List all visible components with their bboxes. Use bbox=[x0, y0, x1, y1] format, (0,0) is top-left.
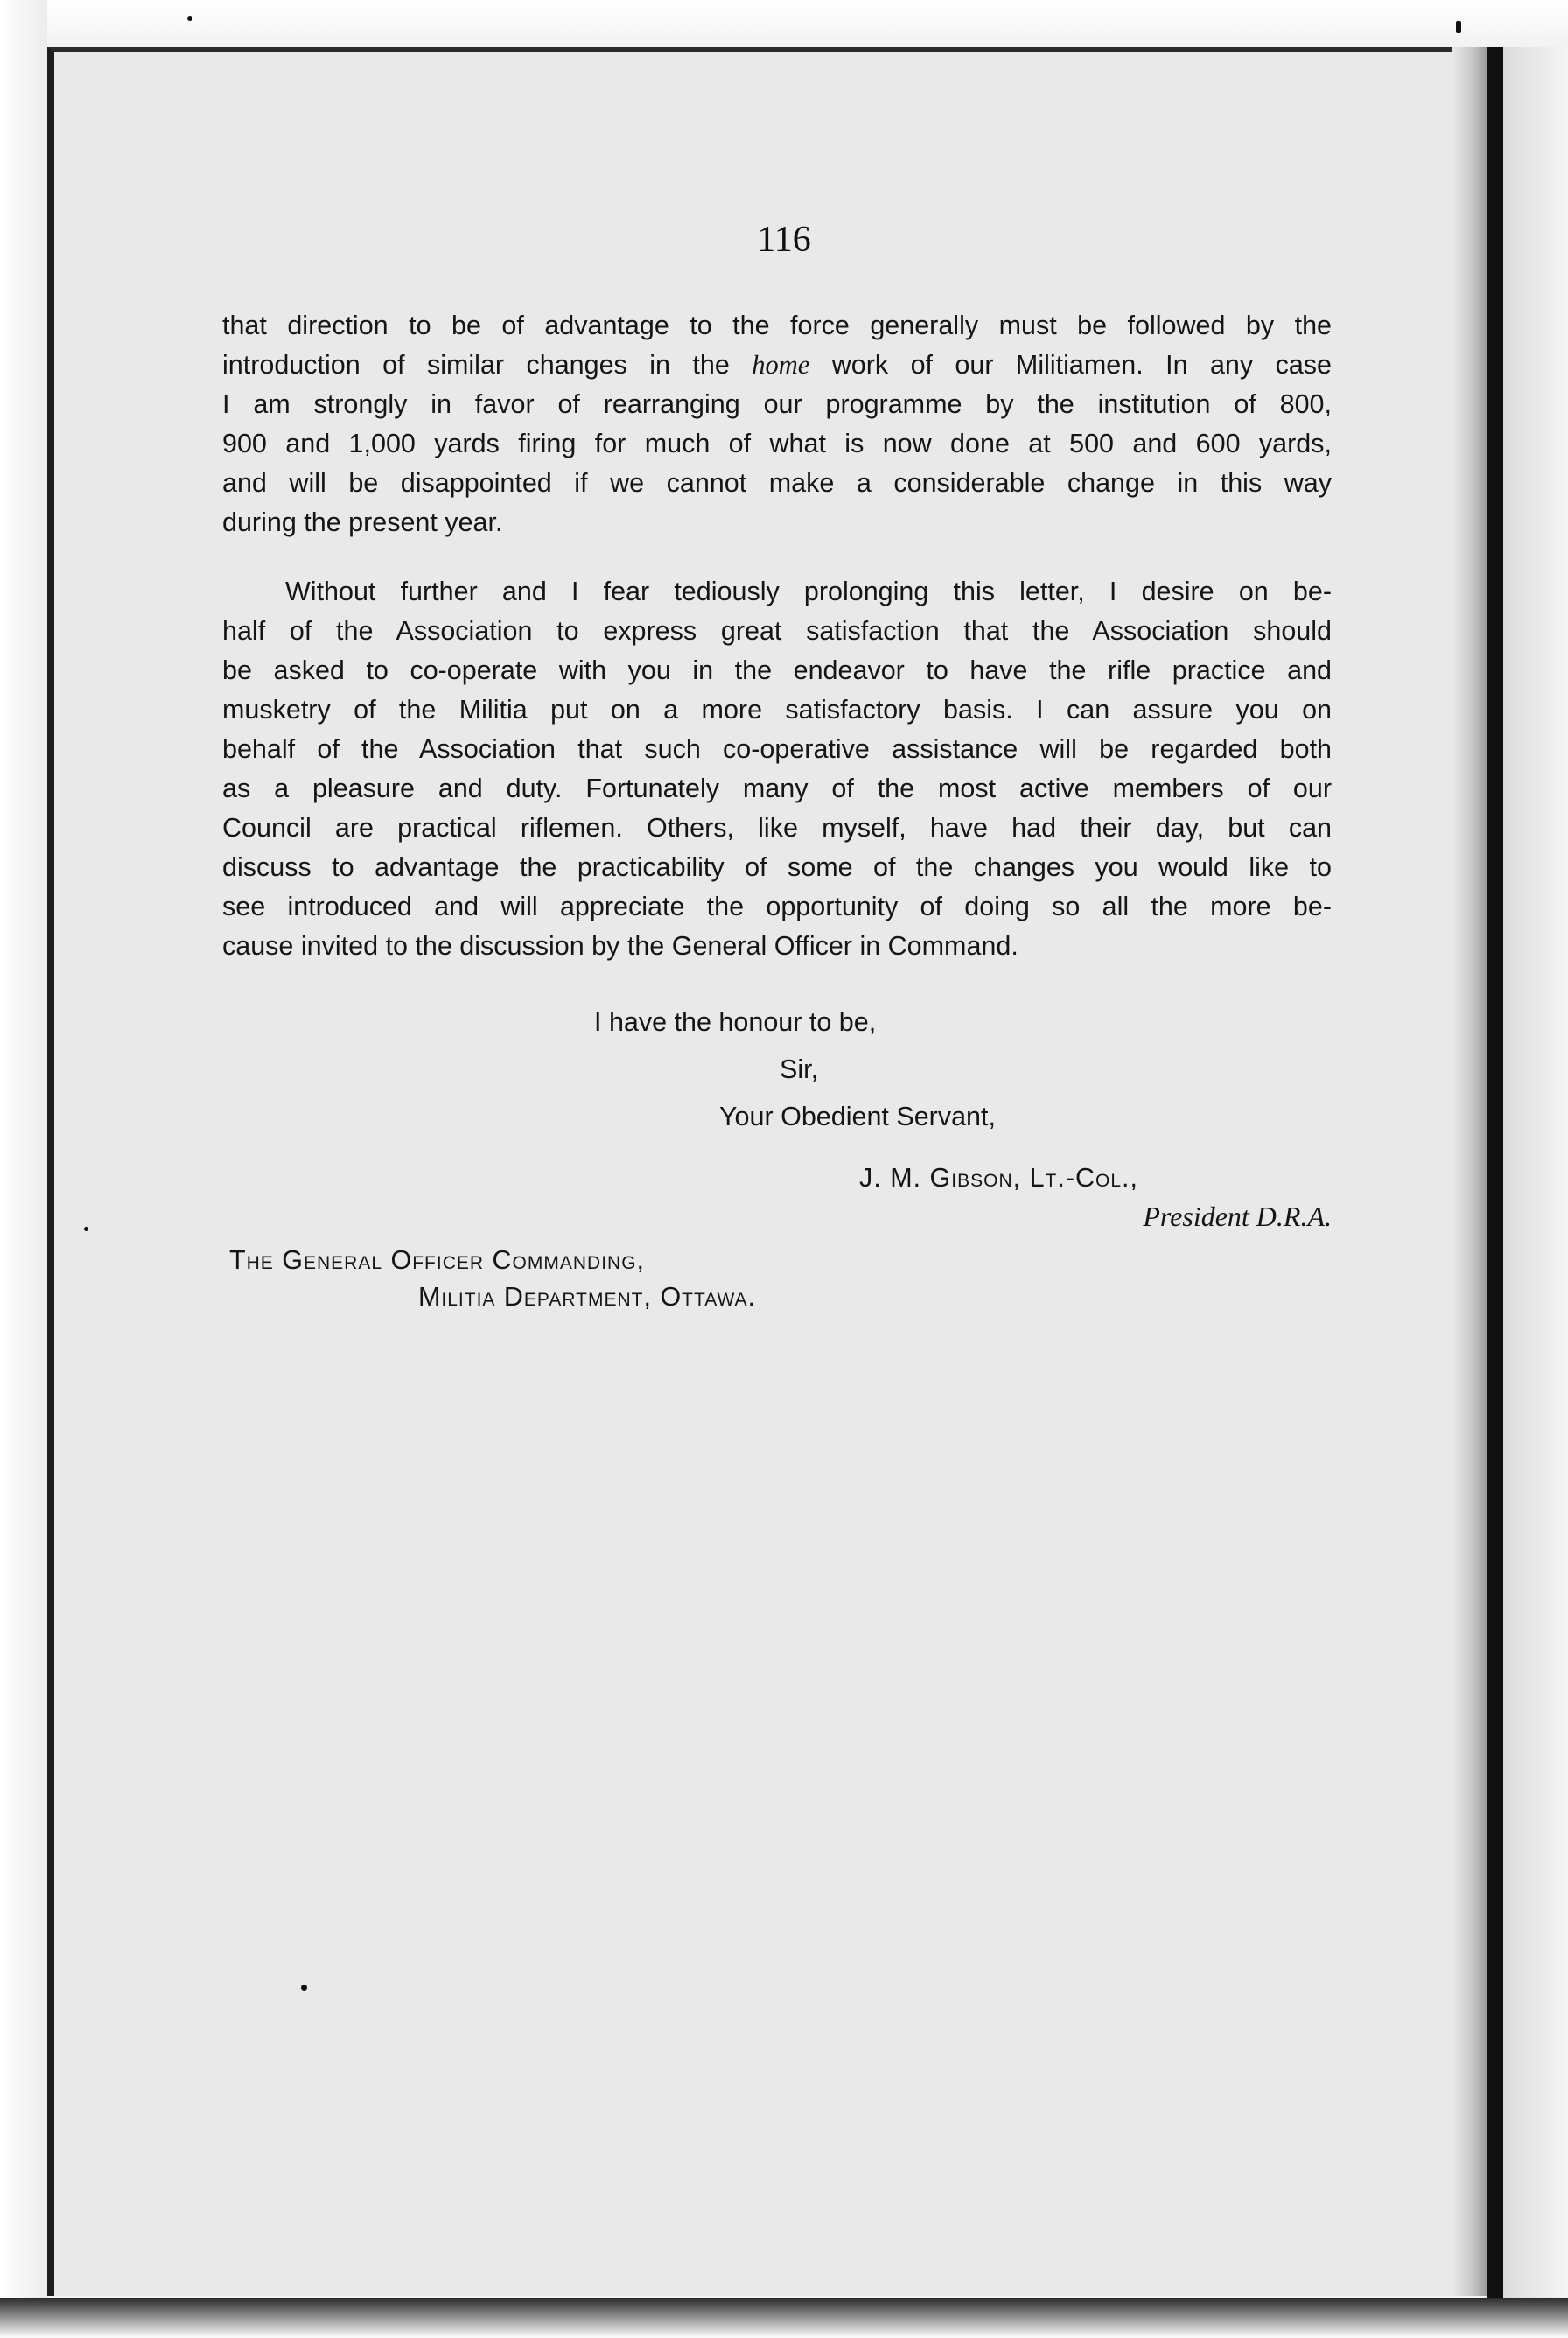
text-line: and will be disappointed if we cannot make a considerable change in this way bbox=[222, 468, 1332, 498]
text-line: during the present year. bbox=[222, 508, 503, 537]
addressee-line-2: Militia Department, Ottawa. bbox=[418, 1282, 757, 1312]
book-gutter bbox=[1488, 47, 1503, 2314]
text-line: behalf of the Association that such co-operative assistance will be regarded both bbox=[222, 734, 1332, 764]
addressee-line-1: The General Officer Commanding, bbox=[229, 1245, 646, 1275]
closing-servant: Your Obedient Servant, bbox=[719, 1102, 996, 1131]
text-line bbox=[222, 346, 1332, 385]
dust-speck bbox=[1456, 21, 1461, 33]
closing-honour: I have the honour to be, bbox=[594, 1007, 877, 1037]
dust-speck bbox=[84, 1227, 88, 1231]
text-line: Council are practical riflemen. Others, like myself, have had their day, but can bbox=[222, 813, 1332, 843]
dust-speck bbox=[301, 1984, 307, 1991]
adjacent-page-edge bbox=[1503, 47, 1568, 2322]
text-line-start: introduction of similar changes in the bbox=[222, 350, 730, 380]
scan-edge-top bbox=[0, 0, 1568, 47]
paragraph-2 bbox=[222, 572, 1332, 966]
page-curl-shadow bbox=[1452, 47, 1488, 2296]
text-line-end: work of our Militiamen. In any case bbox=[831, 350, 1332, 380]
text-line: as a pleasure and duty. Fortunately many of the most active members of our bbox=[222, 774, 1332, 803]
closing-salutation: Sir, bbox=[780, 1054, 819, 1084]
text-line: I am strongly in favor of rearranging our programme by the institution of 800, bbox=[222, 389, 1332, 419]
text-line: 900 and 1,000 yards firing for much of what is now done at 500 and 600 yards, bbox=[222, 429, 1332, 458]
paragraph-1 bbox=[222, 306, 1332, 542]
text-line: Without further and I fear tediously prolonging this letter, I desire on be- bbox=[285, 577, 1332, 606]
text-line: half of the Association to express great satisfaction that the Association should bbox=[222, 616, 1332, 646]
text-line: see introduced and will appreciate the opportunity of doing so all the more be- bbox=[222, 892, 1332, 921]
emphasized-word: home bbox=[752, 350, 810, 380]
text-line: cause invited to the discussion by the General Officer in Command. bbox=[222, 931, 1018, 961]
scan-edge-bottom bbox=[0, 2298, 1568, 2338]
dust-speck bbox=[187, 16, 192, 21]
page-number: 116 bbox=[757, 220, 811, 260]
scan-edge-left bbox=[0, 0, 47, 2338]
signature-title: President D.R.A. bbox=[1143, 1200, 1332, 1232]
text-line: discuss to advantage the practicability of some of the changes you would like to bbox=[222, 852, 1332, 882]
text-line: be asked to co-operate with you in the endeavor to have the rifle practice and bbox=[222, 655, 1332, 685]
signature-name: J. M. Gibson, Lt.-Col., bbox=[859, 1163, 1138, 1193]
text-line: that direction to be of advantage to the force generally must be followed by the bbox=[222, 311, 1332, 340]
text-line: musketry of the Militia put on a more satisfactory basis. I can assure you on bbox=[222, 695, 1332, 724]
